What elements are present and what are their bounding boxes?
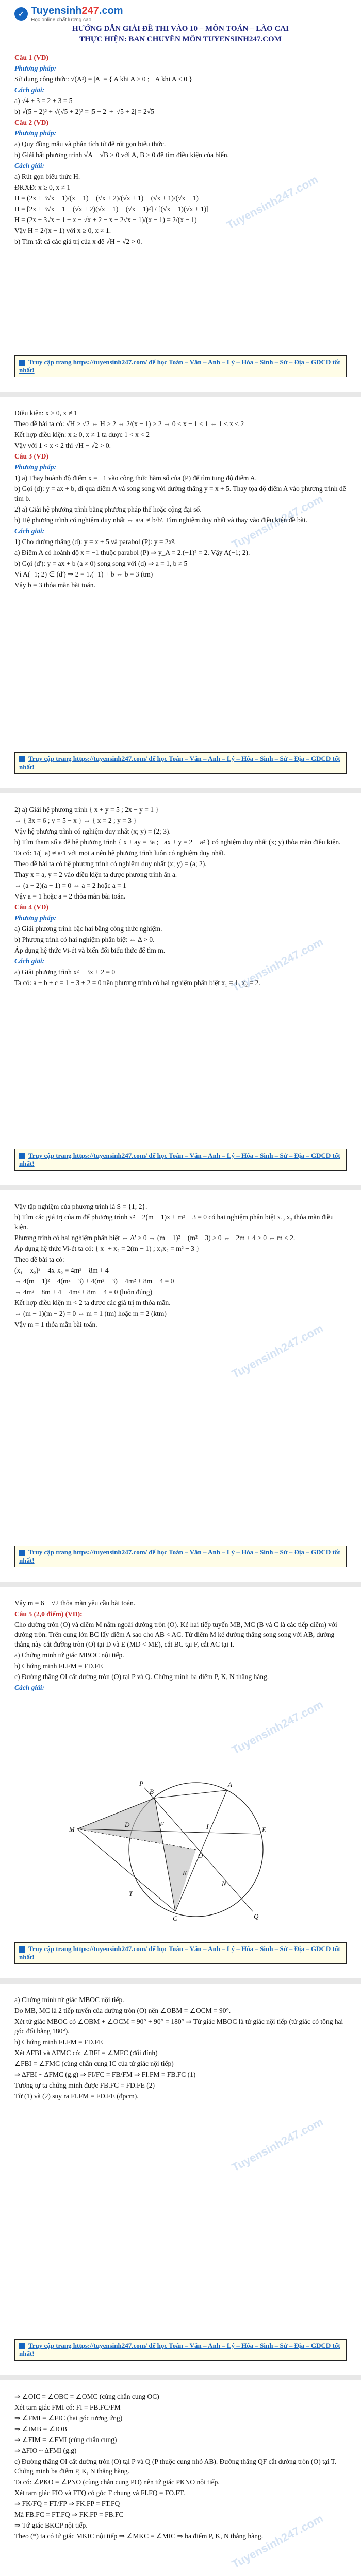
watermark: Tuyensinh247.com xyxy=(229,1698,325,1757)
solution-line: Áp dụng hệ thức Vi-ét và biến đổi biểu thức để tìm m. xyxy=(14,946,166,954)
doc-title: HƯỚNG DẪN GIẢI ĐỀ THI VÀO 10 – MÔN TOÁN – LÀO CAI xyxy=(72,25,289,33)
solution-line: Sử dụng công thức: √(A²) = |A| = { A khi A ≥ 0 ; −A khi A < 0 } xyxy=(14,75,192,83)
label-p: P xyxy=(139,1780,143,1787)
banner-link[interactable]: Truy cập trang https://tuyensinh247.com/ để học Toán – Văn – Anh – Lý – Hóa – Sinh – Sử – Địa – GDCD tốt nhất! xyxy=(19,1151,340,1167)
solution-line: Vì A(−1; 2) ∈ (d') ⇒ 2 = 1.(−1) + b ⇔ b = 3 (tm) xyxy=(14,570,153,578)
solution-line: Mà FB.FC = FT.FQ ⇒ FK.FP = FB.FC xyxy=(14,2511,124,2518)
question-heading: Câu 5 (2,0 điểm) (VD): xyxy=(14,1610,83,1618)
solution-line: ⇒ ∠OIC = ∠OBC = ∠OMC (cùng chắn cung OC) xyxy=(14,2393,159,2400)
page-5 xyxy=(0,1587,361,1978)
solution-line: 2) a) Giải hệ phương trình { x + y = 5 ; 2x − y = 1 } xyxy=(14,806,159,814)
banner-link[interactable]: Truy cập trang https://tuyensinh247.com/ để học Toán – Văn – Anh – Lý – Hóa – Sinh – Sử – Địa – GDCD tốt nhất! xyxy=(19,1945,340,1961)
label-o: O xyxy=(198,1852,203,1859)
section-subheading: Cách giải: xyxy=(14,86,45,94)
solution-line: ⇒ ΔFBI ~ ΔFMC (g.g) ⇒ FI/FC = FB/FM ⇒ FI.FM = FB.FC (1) xyxy=(14,2071,196,2078)
solution-line: Vậy b = 3 thỏa mãn bài toán. xyxy=(14,581,95,589)
solution-line: Xét ΔFBI và ΔFMC có: ∠BFI = ∠MFC (đối đỉnh) xyxy=(14,2049,158,2057)
label-t: T xyxy=(129,1890,133,1897)
solution-line: H = [2x + 3√x + 1 − (√x + 2)(√x − 1) − (√x + 1)²] / [(√x − 1)(√x + 1)] xyxy=(14,205,209,213)
page-2-content xyxy=(14,407,347,591)
promo-banner xyxy=(14,1149,347,1171)
solution-line: Phương trình có hai nghiệm phân biệt ⇔ Δ' > 0 ⇔ (m − 1)² − (m² − 3) > 0 ⇔ −2m + 4 > 0 ⇔ m < 2. xyxy=(14,1234,296,1242)
page-divider xyxy=(0,2375,361,2380)
solution-line: Vậy hệ phương trình có nghiệm duy nhất (x; y) = (2; 3). xyxy=(14,827,171,835)
promo-banner xyxy=(14,1546,347,1567)
solution-line: 1) a) Thay hoành độ điểm x = −1 vào công thức hàm số của (P) để tìm tung độ điểm A. xyxy=(14,474,257,482)
watermark: Tuyensinh247.com xyxy=(229,2115,325,2174)
solution-line: ∠FBI = ∠FMC (cùng chắn cung IC của tứ giác nội tiếp) xyxy=(14,2060,174,2067)
solution-line: ĐKXĐ: x ≥ 0, x ≠ 1 xyxy=(14,183,71,191)
page-6 xyxy=(0,1984,361,2375)
solution-line: Từ (1) và (2) suy ra FI.FM = FD.FE (đpcm). xyxy=(14,2092,139,2100)
label-b: B xyxy=(150,1788,154,1795)
solution-line: Theo đề bài ta có: √H > √2 ⇔ H > 2 ⇔ 2/(x − 1) > 2 ⇔ 0 < x − 1 < 1 ⇔ 1 < x < 2 xyxy=(14,420,244,428)
page-4 xyxy=(0,1190,361,1582)
solution-line: Theo (*) ta có tứ giác MKIC nội tiếp ⇒ ∠MKC = ∠MIC ⇒ ba điểm P, K, N thẳng hàng. xyxy=(14,2532,264,2540)
page-4-content xyxy=(14,1200,347,1330)
section-subheading: Cách giải: xyxy=(14,1684,45,1691)
solution-line: Tương tự ta chứng minh được FB.FC = FD.FE (2) xyxy=(14,2081,155,2089)
label-e: E xyxy=(262,1826,266,1834)
page-divider xyxy=(0,1582,361,1587)
solution-line: Kết hợp điều kiện m < 2 ta được các giá trị m thỏa mãn. xyxy=(14,1299,171,1307)
page-1 xyxy=(0,0,361,402)
solution-line: a) Điểm A có hoành độ x = −1 thuộc parabol (P) ⇒ y_A = 2.(−1)² = 2. Vậy A(−1; 2). xyxy=(14,549,250,556)
solution-line: a) Chứng minh tứ giác MBOC nội tiếp. xyxy=(14,1651,124,1659)
logo-wordmark: Tuyensinh247.com xyxy=(31,5,123,16)
page-divider xyxy=(0,788,361,793)
watermark: Tuyensinh247.com xyxy=(229,1321,325,1381)
solution-line: ⇒ FK/FQ = FT/FP ⇒ FK.FP = FT.FQ xyxy=(14,2500,120,2507)
solution-line: a) Giải phương trình x² − 3x + 2 = 0 xyxy=(14,968,116,976)
promo-banner xyxy=(14,355,347,377)
solution-line: ⇔ 4m² − 8m + 4 − 4m² + 8m − 4 = 0 (luôn đúng) xyxy=(14,1288,153,1296)
chord-ab xyxy=(155,1790,227,1798)
solution-line: Kết hợp điều kiện: x ≥ 0, x ≠ 1 ta được 1 < x < 2 xyxy=(14,431,150,438)
solution-line: ⇒ Tứ giác BKCP nội tiếp. xyxy=(14,2521,88,2529)
label-q: Q xyxy=(254,1912,259,1920)
banner-link[interactable]: Truy cập trang https://tuyensinh247.com/ để học Toán – Văn – Anh – Lý – Hóa – Sinh – Sử – Địa – GDCD tốt nhất! xyxy=(19,358,340,374)
solution-line: b) Gọi (d'): y = ax + b (a ≠ 0) song song với (d) ⇒ a = 1, b ≠ 5 xyxy=(14,560,188,567)
watermark: Tuyensinh247.com xyxy=(224,173,320,232)
solution-line: ⇒ ∠IMB = ∠IOB xyxy=(14,2425,68,2433)
solution-line: H = (2x + 3√x + 1 − x − √x + 2 − x − 2√x − 1)/(x − 1) = 2/(x − 1) xyxy=(14,216,197,224)
solution-line: b) Tìm các giá trị của m để phương trình x² − 2(m − 1)x + m² − 3 = 0 có hai nghiệm phân biệt x₁, x₂ thỏa mãn điều kiện. xyxy=(14,1213,334,1231)
solution-line: Ta có: 1/(−a) ≠ a/1 với mọi a nên hệ phương trình luôn có nghiệm duy nhất. xyxy=(14,849,225,857)
solution-line: b) Chứng minh FI.FM = FD.FE xyxy=(14,2038,103,2046)
solution-line: b) Tìm tham số a để hệ phương trình { x + ay = 3a ; −ax + y = 2 − a² } có nghiệm duy nhất (x; y) thỏa mãn điều kiện. xyxy=(14,838,341,846)
solution-line: a) Quy đồng mẫu và phân tích tử để rút gọn biểu thức. xyxy=(14,140,166,148)
page-divider xyxy=(0,1978,361,1984)
solution-line: a) √4 + 3 = 2 + 3 = 5 xyxy=(14,97,73,105)
solution-line: ⇔ { 3x = 6 ; y = 5 − x } ⇔ { x = 2 ; y = 3 } xyxy=(14,817,137,824)
label-k: K xyxy=(183,1869,187,1877)
solution-line: Vậy m = 6 − √2 thỏa mãn yêu cầu bài toán. xyxy=(14,1599,136,1607)
solution-line: c) Đường thẳng OI cắt đường tròn (O) tại P và Q. Chứng minh ba điểm P, K, N thẳng hàng. xyxy=(14,1673,269,1681)
solution-line: ⇒ ΔFIO ~ ΔFMI (g.g) xyxy=(14,2447,77,2454)
doc-subtitle: THỰC HIỆN: BAN CHUYÊN MÔN TUYENSINH247.COM xyxy=(79,35,282,43)
banner-square-icon xyxy=(19,360,25,366)
banner-link[interactable]: Truy cập trang https://tuyensinh247.com/ để học Toán – Văn – Anh – Lý – Hóa – Sinh – Sử – Địa – GDCD tốt nhất! xyxy=(19,2342,340,2358)
solution-line: Xét tam giác FMI có: FI = FB.FC/FM xyxy=(14,2403,121,2411)
solution-line: c) Đường thẳng OI cắt đường tròn (O) tại P và Q (P thuộc cung nhỏ AB). Đường thẳng QF cắt đường tròn (O) tại T. Chứng minh ba điểm P, K, N thẳng hàng. xyxy=(14,2458,337,2475)
solution-line: a) Giải phương trình bậc hai bằng công thức nghiệm. xyxy=(14,925,162,933)
question-heading: Câu 3 (VD) xyxy=(14,452,48,460)
geometry-figure xyxy=(67,1757,294,1932)
label-i: I xyxy=(206,1823,209,1831)
label-m: M xyxy=(69,1825,75,1833)
solution-line: Cho đường tròn (O) và điểm M nằm ngoài đường tròn (O). Kẻ hai tiếp tuyến MB, MC (B và C là các tiếp điểm) với đường tròn. Trên cung lớn BC lấy điểm A sao cho AB < AC. Từ điểm M kẻ đường thẳng song song với AB, đường thẳng này cắt đường tròn (O) tại D và E (MD < ME), cắt BC tại F, cắt AC tại I. xyxy=(14,1621,337,1648)
solution-line: H = (2x + 3√x + 1)/(x − 1) − (√x + 2)/(√x + 1) − (√x + 1)/(√x − 1) xyxy=(14,194,199,202)
banner-square-icon xyxy=(19,1153,25,1159)
line-pq xyxy=(144,1788,253,1911)
shaded-region xyxy=(77,1798,196,1911)
banner-square-icon xyxy=(19,756,25,762)
question-heading: Câu 1 (VD) xyxy=(14,54,48,61)
solution-line: b) Tìm tất cả các giá trị của x để √H − √2 > 0. xyxy=(14,238,142,245)
watermark: Tuyensinh247.com xyxy=(229,2512,325,2571)
section-subheading: Cách giải: xyxy=(14,162,45,170)
solution-line: ⇔ 4(m − 1)² − 4(m² − 3) + 4(m² − 3) − 4m² + 8m − 4 = 0 xyxy=(14,1277,174,1285)
solution-line: b) Chứng minh FI.FM = FD.FE xyxy=(14,1662,103,1670)
page-7-content xyxy=(14,2391,347,2542)
page-3 xyxy=(0,793,361,1185)
label-a: A xyxy=(228,1781,232,1788)
solution-line: Vậy m = 1 thỏa mãn bài toán. xyxy=(14,1320,97,1328)
logo-mark-icon: ✓ xyxy=(14,7,28,21)
solution-line: ⇒ ∠FIM = ∠FMI (cùng chắn cung) xyxy=(14,2436,117,2444)
section-subheading: Phương pháp: xyxy=(14,64,56,72)
banner-square-icon xyxy=(19,1946,25,1953)
solution-line: b) √(5 − 2)² + √(√5 + 2)² = |5 − 2| + |√5 + 2| = 2√5 xyxy=(14,108,154,115)
solution-line: a) Chứng minh tứ giác MBOC nội tiếp. xyxy=(14,1996,124,2004)
banner-link[interactable]: Truy cập trang https://tuyensinh247.com/ để học Toán – Văn – Anh – Lý – Hóa – Sinh – Sử – Địa – GDCD tốt nhất! xyxy=(19,1548,340,1564)
solution-line: ⇔ (m − 1)(m − 2) = 0 ⇔ m = 1 (tm) hoặc m = 2 (ktm) xyxy=(14,1310,167,1317)
banner-square-icon xyxy=(19,1550,25,1556)
page-5-content xyxy=(14,1597,347,1693)
solution-line: b) Gọi (d): y = ax + b, đi qua điểm A và song song với đường thẳng y = x + 5. Thay tọa độ điểm A vào phương trình để tìm b. xyxy=(14,485,346,502)
label-n: N xyxy=(222,1879,226,1887)
section-subheading: Cách giải: xyxy=(14,527,45,535)
solution-line: Thay x = a, y = 2 vào điều kiện ta được phương trình ẩn a. xyxy=(14,871,177,878)
banner-link[interactable]: Truy cập trang https://tuyensinh247.com/ để học Toán – Văn – Anh – Lý – Hóa – Sinh – Sử – Địa – GDCD tốt nhất! xyxy=(19,755,340,771)
solution-line: Vậy tập nghiệm của phương trình là S = {1; 2}. xyxy=(14,1202,147,1210)
watermark: Tuyensinh247.com xyxy=(229,935,325,994)
solution-line: Vậy H = 2/(x − 1) với x ≥ 0, x ≠ 1. xyxy=(14,227,111,234)
solution-line: Theo đề bài ta có hệ phương trình có nghiệm duy nhất (x; y) = (a; 2). xyxy=(14,860,207,868)
label-f: F xyxy=(160,1820,164,1828)
banner-square-icon xyxy=(19,2343,25,2349)
solution-line: Vậy a = 1 hoặc a = 2 thỏa mãn bài toán. xyxy=(14,892,126,900)
page-2 xyxy=(0,397,361,788)
solution-line: Áp dụng hệ thức Vi-ét ta có: { x₁ + x₂ = 2(m − 1) ; x₁x₂ = m² − 3 } xyxy=(14,1245,200,1252)
solution-line: Điều kiện: x ≥ 0, x ≠ 1 xyxy=(14,409,78,417)
page-divider xyxy=(0,1185,361,1190)
solution-line: b) Phương trình có hai nghiệm phân biệt ⇔ Δ > 0. xyxy=(14,936,155,943)
section-subheading: Cách giải: xyxy=(14,957,45,965)
solution-line: Vậy với 1 < x < 2 thì √H − √2 > 0. xyxy=(14,442,111,449)
promo-banner xyxy=(14,1942,347,1964)
solution-line: Do MB, MC là 2 tiếp tuyến của đường tròn (O) nên ∠OBM = ∠OCM = 90°. xyxy=(14,2007,231,2014)
solution-line: 1) Cho đường thẳng (d): y = x + 5 và parabol (P): y = 2x². xyxy=(14,538,176,546)
logo-tagline: Học online chất lượng cao xyxy=(31,17,92,23)
page-divider xyxy=(0,392,361,397)
question-heading: Câu 2 (VD) xyxy=(14,118,48,126)
solution-line: 2) a) Giải hệ phương trình bằng phương pháp thế hoặc cộng đại số. xyxy=(14,505,202,513)
promo-banner xyxy=(14,752,347,774)
label-c: C xyxy=(173,1914,177,1922)
solution-line: (x₁ − x₂)² + 4x₁x₂ = 4m² − 8m + 4 xyxy=(14,1266,109,1274)
solution-line: ⇔ (a − 2)(a − 1) = 0 ⇔ a = 2 hoặc a = 1 xyxy=(14,882,126,889)
solution-line: b) Hệ phương trình có nghiệm duy nhất ⇔ a/a' ≠ b/b'. Tìm nghiệm duy nhất và thay vào điều kiện đề bài. xyxy=(14,516,307,524)
page-6-content xyxy=(14,1994,347,2102)
watermark: Tuyensinh247.com xyxy=(229,492,325,551)
solution-line: Ta có: a + b + c = 1 − 3 + 2 = 0 nên phương trình có hai nghiệm phân biệt x₁ = 1, x₂ = 2. xyxy=(14,979,260,987)
solution-line: Ta có: ∠PKO = ∠PNO (cùng chắn cung PO) nên tứ giác PKNO nội tiếp. xyxy=(14,2478,220,2486)
question-heading: Câu 4 (VD) xyxy=(14,903,48,911)
solution-line: b) Giải bất phương trình √A − √B > 0 với A, B ≥ 0 để tìm điều kiện của biến. xyxy=(14,151,229,159)
solution-line: a) Rút gọn biểu thức H. xyxy=(14,173,80,180)
solution-line: Theo đề bài ta có: xyxy=(14,1256,64,1263)
logo xyxy=(14,5,123,23)
section-subheading: Phương pháp: xyxy=(14,129,56,137)
page-1-content xyxy=(14,52,347,247)
solution-line: Xét tứ giác MBOC có ∠OBM + ∠OCM = 90° + 90° = 180° ⇒ Tứ giác MBOC là tứ giác nội tiếp (tứ giác có tổng hai góc đối bằng 180°). xyxy=(14,2018,343,2035)
promo-banner xyxy=(14,2339,347,2361)
solution-line: Xét tam giác FIO và FTQ có góc F chung và FI.FQ = FO.FT. xyxy=(14,2489,185,2497)
label-d: D xyxy=(125,1821,130,1828)
page-7 xyxy=(0,2380,361,2576)
solution-line: ⇒ ∠FMI = ∠FIC (hai góc tương ứng) xyxy=(14,2414,123,2422)
section-subheading: Phương pháp: xyxy=(14,914,56,922)
section-subheading: Phương pháp: xyxy=(14,463,56,471)
